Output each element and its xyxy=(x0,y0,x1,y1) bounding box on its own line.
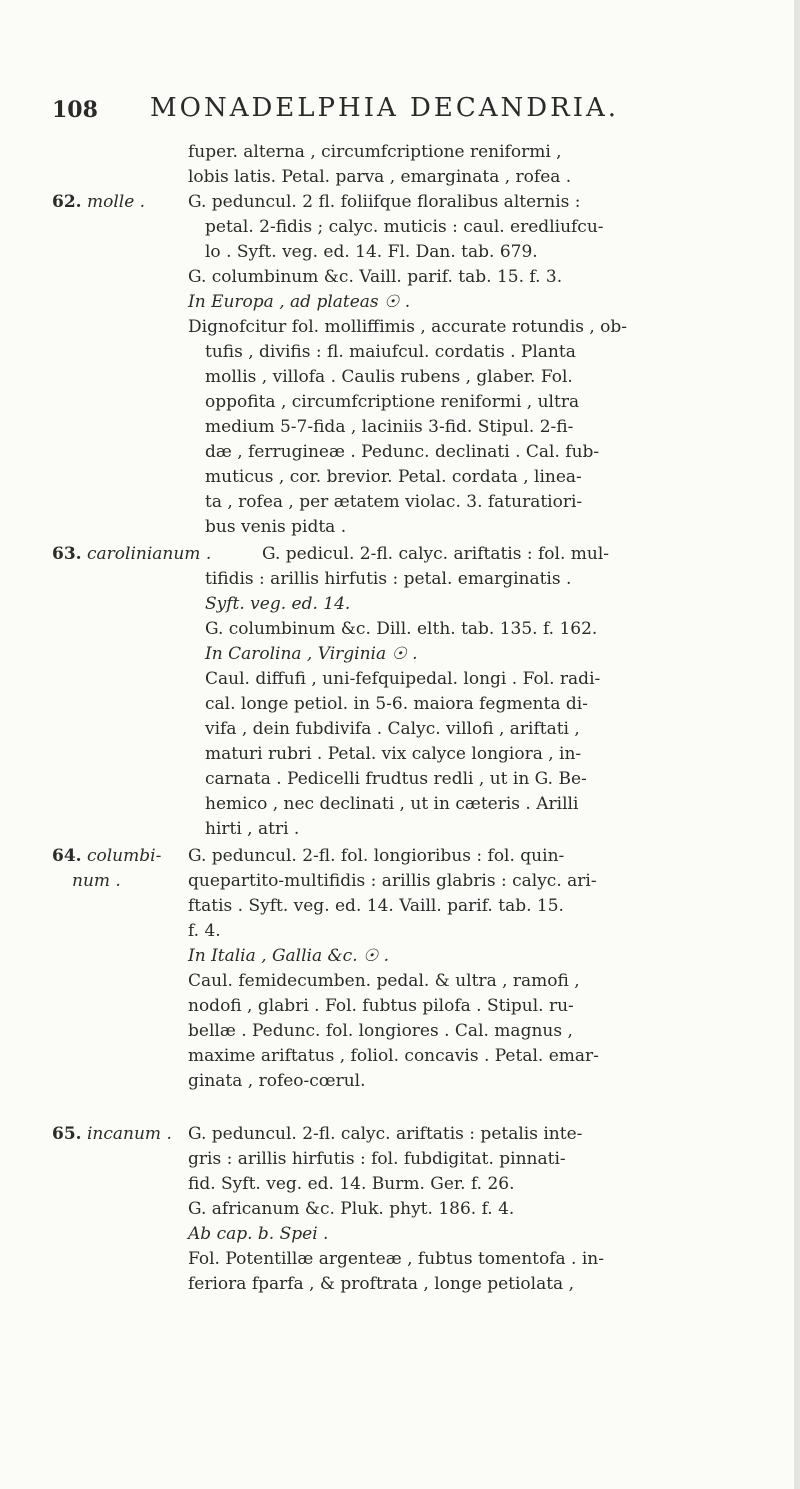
text-line: nodofi , glabri . Fol. fubtus pilofa . Stipul. ru- xyxy=(188,996,574,1016)
text-line: G. columbinum &c. Dill. elth. tab. 135. f. 162. xyxy=(205,619,598,639)
text-line: tufis , divifis : fl. maiufcul. cordatis . Planta xyxy=(205,342,576,362)
text-line: mollis , villofa . Caulis rubens , glaber. Fol. xyxy=(205,367,573,387)
species-number: 62. xyxy=(52,192,82,212)
text-line: quepartito-multifidis : arillis glabris : calyc. ari- xyxy=(188,871,597,891)
text-line: In Europa , ad plateas ☉ . xyxy=(188,292,411,312)
text-line: In Italia , Gallia &c. ☉ . xyxy=(188,946,390,966)
page-edge-shadow xyxy=(794,0,800,1489)
text-line: Syft. veg. ed. 14. xyxy=(205,594,351,614)
page-number: 108 xyxy=(52,97,98,123)
text-line: ta , rofea , per ætatem violac. 3. faturatiori- xyxy=(205,492,583,512)
text-line: hirti , atri . xyxy=(205,819,300,839)
species-name-continued: num . xyxy=(72,871,121,892)
species-number: 65. xyxy=(52,1124,82,1144)
text-line: cal. longe petiol. in 5-6. maiora fegmenta di- xyxy=(205,694,588,714)
species-name: columbi- xyxy=(86,846,162,866)
text-line: Caul. diffufi , uni-fefquipedal. longi . Fol. radi- xyxy=(205,669,601,689)
species-label xyxy=(52,1122,184,1147)
species-label xyxy=(52,542,272,567)
text-line: fid. Syft. veg. ed. 14. Burm. Ger. f. 26. xyxy=(188,1174,515,1194)
text-line: ftatis . Syft. veg. ed. 14. Vaill. parif. tab. 15. xyxy=(188,896,564,916)
text-line: vifa , dein fubdivifa . Calyc. villofi , ariftati , xyxy=(205,719,580,739)
text-line: medium 5-7-fida , laciniis 3-fid. Stipul. 2-fi- xyxy=(205,417,574,437)
text-line: bus venis pidta . xyxy=(205,517,347,537)
species-name: incanum . xyxy=(86,1124,172,1144)
text-line: Caul. femidecumben. pedal. & ultra , ramofi , xyxy=(188,971,580,991)
text-line: oppofita , circumfcriptione reniformi , ultra xyxy=(205,392,580,412)
text-line: maxime ariftatus , foliol. concavis . Petal. emar- xyxy=(188,1046,599,1066)
species-number: 63. xyxy=(52,544,82,564)
running-title: MONADELPHIA DECANDRIA. xyxy=(150,93,620,123)
text-line: G. peduncul. 2-fl. calyc. ariftatis : petalis inte- xyxy=(188,1124,583,1144)
text-line: Dignofcitur fol. molliffimis , accurate rotundis , ob- xyxy=(188,317,628,337)
species-label xyxy=(52,190,184,215)
text-line: maturi rubri . Petal. vix calyce longiora , in- xyxy=(205,744,582,764)
text-line: petal. 2-fidis ; calyc. muticis : caul. eredliufcu- xyxy=(205,217,604,237)
text-line: In Carolina , Virginia ☉ . xyxy=(205,644,418,664)
text-line: f. 4. xyxy=(188,921,221,941)
text-line: Fol. Potentillæ argenteæ , fubtus tomentofa . in- xyxy=(188,1249,604,1269)
text-line: carnata . Pedicelli frudtus redli , ut in G. Be- xyxy=(205,769,587,789)
species-name: carolinianum . xyxy=(86,544,212,564)
text-line: G. pedicul. 2-fl. calyc. ariftatis : fol. mul- xyxy=(262,544,609,564)
text-line: gris : arillis hirfutis : fol. fubdigitat. pinnati- xyxy=(188,1149,566,1169)
species-label xyxy=(52,844,184,894)
text-line: ginata , rofeo-cœrul. xyxy=(188,1071,366,1091)
species-number: 64. xyxy=(52,846,82,866)
text-line: hemico , nec declinati , ut in cæteris . Arilli xyxy=(205,794,579,814)
species-name: molle . xyxy=(86,192,146,212)
text-line: feriora fparfa , & proftrata , longe petiolata , xyxy=(188,1274,574,1294)
text-line: muticus , cor. brevior. Petal. cordata , linea- xyxy=(205,467,582,487)
text-line: lo . Syft. veg. ed. 14. Fl. Dan. tab. 679. xyxy=(205,242,538,262)
text-line: G. columbinum &c. Vaill. parif. tab. 15. f. 3. xyxy=(188,267,563,287)
text-line: lobis latis. Petal. parva , emarginata , rofea . xyxy=(188,167,572,187)
text-line: G. africanum &c. Pluk. phyt. 186. f. 4. xyxy=(188,1199,515,1219)
text-line: dæ , ferrugineæ . Pedunc. declinati . Cal. fub- xyxy=(205,442,600,462)
text-line: G. peduncul. 2-fl. fol. longioribus : fol. quin- xyxy=(188,846,565,866)
text-line: bellæ . Pedunc. fol. longiores . Cal. magnus , xyxy=(188,1021,573,1041)
text-line: tifidis : arillis hirfutis : petal. emarginatis . xyxy=(205,569,572,589)
text-line: G. peduncul. 2 fl. foliifque floralibus alternis : xyxy=(188,192,581,212)
text-line: fuper. alterna , circumfcriptione reniformi , xyxy=(188,142,562,162)
text-line: Ab cap. b. Spei . xyxy=(188,1224,329,1244)
